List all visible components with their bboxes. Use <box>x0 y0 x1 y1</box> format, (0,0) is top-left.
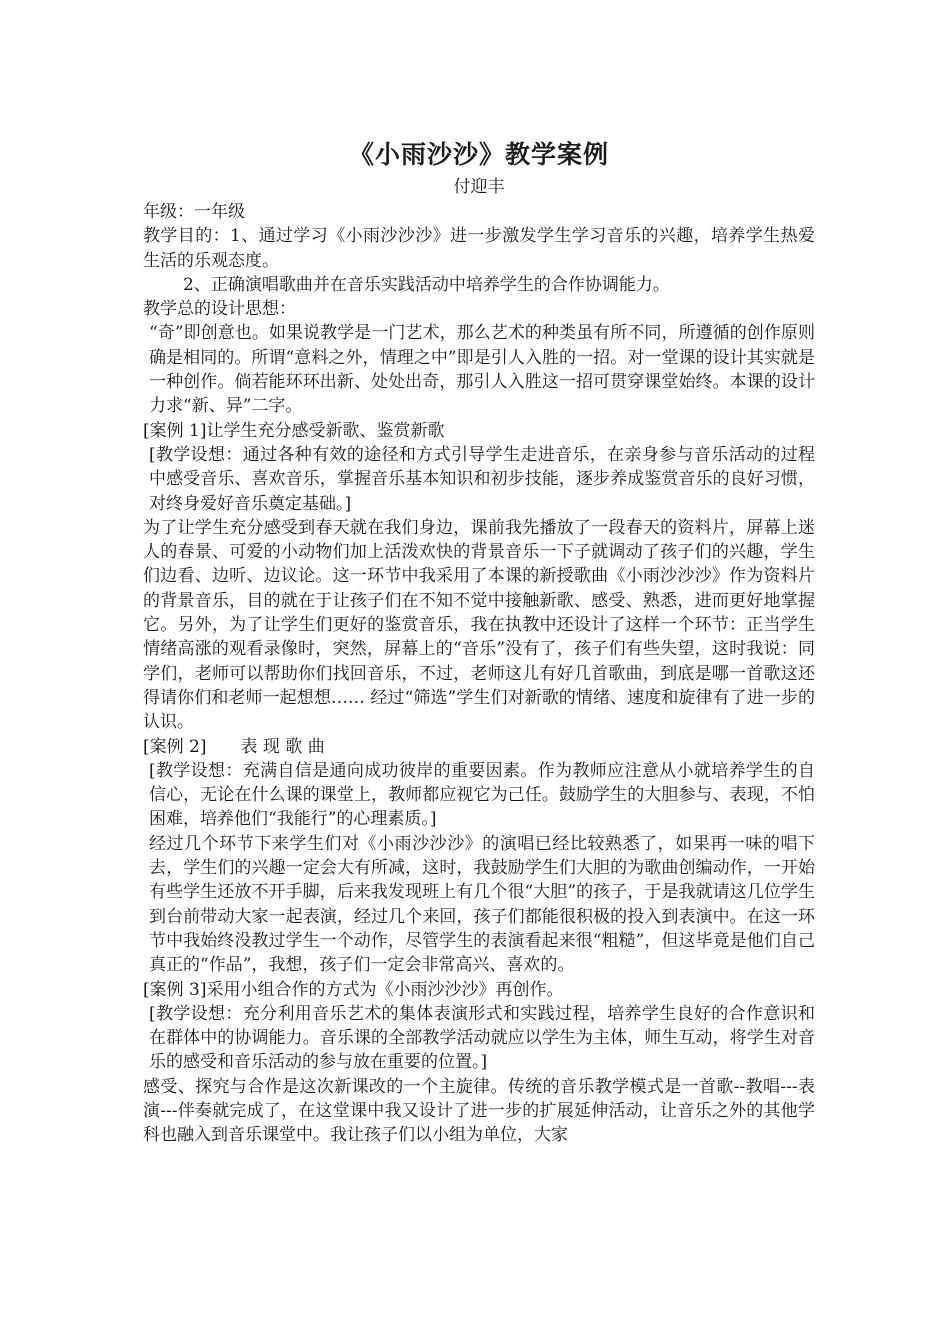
case1-idea: [教学设想：通过各种有效的途径和方式引导学生走进音乐，在亲身参与音乐活动的过程中感受音乐、喜欢音乐，掌握音乐基本知识和初步技能，逐步养成鉴赏音乐的良好习惯，对终身爱好音乐奠定基础。] <box>149 444 815 514</box>
design-heading: 教学总的设计思想： <box>143 299 296 320</box>
case3-idea: [教学设想：充分利用音乐艺术的集体表演形式和实践过程，培养学生良好的合作意识和在群体中的协调能力。音乐课的全部教学活动就应以学生为主体，师生互动，将学生对音乐的感受和音乐活动的参与放在重要的位置。] <box>149 1003 815 1073</box>
goal-1: 教学目的：1、通过学习《小雨沙沙沙》进一步激发学生学习音乐的兴趣，培养学生热爱生活的乐观态度。 <box>143 226 815 271</box>
case2-text: 经过几个环节下来学生们对《小雨沙沙沙》的演唱已经比较熟悉了，如果再一味的唱下去，学生们的兴趣一定会大有所减，这时，我鼓励学生们大胆的为歌曲创编动作，一开始有些学生还放不开手脚，后来我发现班上有几个很“大胆”的孩子，于是我就请这几位学生到台前带动大家一起表演，经过几个来回，孩子们都能很积极的投入到表演中。在这一环节中我始终没教过学生一个动作，尽管学生的表演看起来很“粗糙”，但这毕竟是他们自己真正的“作品”，我想，孩子们一定会非常高兴、喜欢的。 <box>149 833 815 976</box>
case3-heading: [案例 3]采用小组合作的方式为《小雨沙沙沙》再创作。 <box>143 979 564 1000</box>
case1-text: 为了让学生充分感受到春天就在我们身边，课前我先播放了一段春天的资料片，屏幕上迷人的春景、可爱的小动物们加上活泼欢快的背景音乐一下子就调动了孩子们的兴趣，学生们边看、边听、边议论。这一环节中我采用了本课的新授歌曲《小雨沙沙沙》作为资料片的背景音乐，目的就在于让孩子们在不知不觉中接触新歌、感受、熟悉，进而更好地掌握它。另外，为了让学生们更好的鉴赏音乐，我在执教中还设计了这样一个环节：正当学生情绪高涨的观看录像时，突然，屏幕上的“音乐”没有了，孩子们有些失望，这时我说：同学们，老师可以帮助你们找回音乐，不过，老师这儿有好几首歌曲，到底是哪一首歌这还得请你们和老师一起想想…… 经过“筛选”学生们对新歌的情绪、速度和旋律有了进一步的认识。 <box>143 517 815 733</box>
grade-line: 年级：一年级 <box>143 202 245 222</box>
author-name: 付迎丰 <box>453 177 505 197</box>
case2-heading: [案例 2] 表 现 歌 曲 <box>143 736 325 757</box>
document-page <box>143 138 815 1148</box>
case2-idea: [教学设想：充满自信是通向成功彼岸的重要因素。作为教师应注意从小就培养学生的自信心，无论在什么课的课堂上，教师都应视它为己任。鼓励学生的大胆参与、表现，不怕困难，培养他们“我能行”的心理素质。] <box>149 760 815 830</box>
design-text: “奇”即创意也。如果说教学是一门艺术，那么艺术的种类虽有所不同，所遵循的创作原则确是相同的。所谓“意料之外，情理之中”即是引人入胜的一招。对一堂课的设计其实就是一种创作。倘若能环环出新、处处出奇，那引人入胜这一招可贯穿课堂始终。本课的设计力求“新、异”二字。 <box>149 323 815 417</box>
case3-text: 感受、探究与合作是这次新课改的一个主旋律。传统的音乐教学模式是一首歌--教唱---表演---伴奏就完成了，在这堂课中我又设计了进一步的扩展延伸活动，让音乐之外的其他学科也融入到音乐课堂中。我让孩子们以小组为单位，大家 <box>143 1076 815 1146</box>
document-title: 《小雨沙沙》教学案例 <box>348 140 609 169</box>
case1-heading: [案例 1]让学生充分感受新歌、鉴赏新歌 <box>143 420 445 441</box>
goal-2: 2、正确演唱歌曲并在音乐实践活动中培养学生的合作协调能力。 <box>183 274 670 295</box>
